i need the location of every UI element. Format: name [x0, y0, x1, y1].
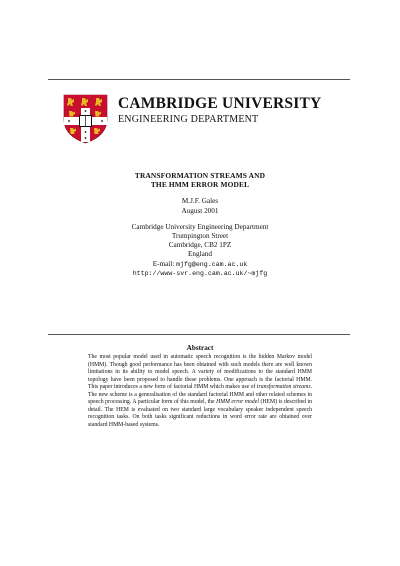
author-name: M.J.F. Gales	[181, 197, 219, 205]
report-date: August 2001	[181, 207, 219, 215]
address-line-1: Cambridge University Engineering Department	[131, 223, 269, 231]
abstract-heading: Abstract	[186, 344, 214, 352]
report-title-line-1: TRANSFORMATION STREAMS AND	[134, 171, 266, 180]
address-line-2: Trumpington Street	[171, 232, 229, 240]
abstract-emphasis-1: transformation streams	[256, 384, 311, 390]
department-name: ENGINEERING DEPARTMENT	[118, 114, 259, 125]
email-label: E-mail:	[152, 260, 175, 268]
address-line-4: England	[188, 250, 212, 258]
abstract-text-1: The most popular model used in automatic speech recognition is the hidden Markov model (HMM). Though good performance has been obtained with such models there are well known limitations in its ability to model speech. A variety of modifications to the standard HMM topology have been proposed to handle these problems. One approach is the factorial HMM. This paper introduces a new form of factorial HMM which makes use of	[88, 354, 312, 390]
university-crest-logo	[63, 94, 108, 144]
report-title-line-2: THE HMM ERROR MODEL	[150, 180, 250, 189]
abstract-text-3: (HEM) is described in detail. The HEM is evaluated on two standard large vocabulary speaker independent speech recognition tasks. On both tasks significant reductions in word error rate are obtained over standard HMM-based systems.	[88, 399, 313, 428]
homepage-url[interactable]: http://www-svr.eng.cam.ac.uk/~mjfg	[132, 270, 268, 277]
abstract-text-2: . The new scheme is a generalisation of the standard factorial HMM and other related schemes in speech processing. A particular form of this model, the	[88, 384, 312, 405]
bottom-rule	[48, 334, 350, 335]
top-rule	[48, 79, 350, 80]
address-line-3: Cambridge, CB2 1PZ	[168, 241, 232, 249]
email-address[interactable]: mjfg@eng.cam.ac.uk	[176, 261, 248, 268]
abstract-body	[88, 354, 312, 429]
abstract-emphasis-2: HMM error model	[216, 399, 259, 405]
university-name: CAMBRIDGE UNIVERSITY	[118, 95, 322, 112]
